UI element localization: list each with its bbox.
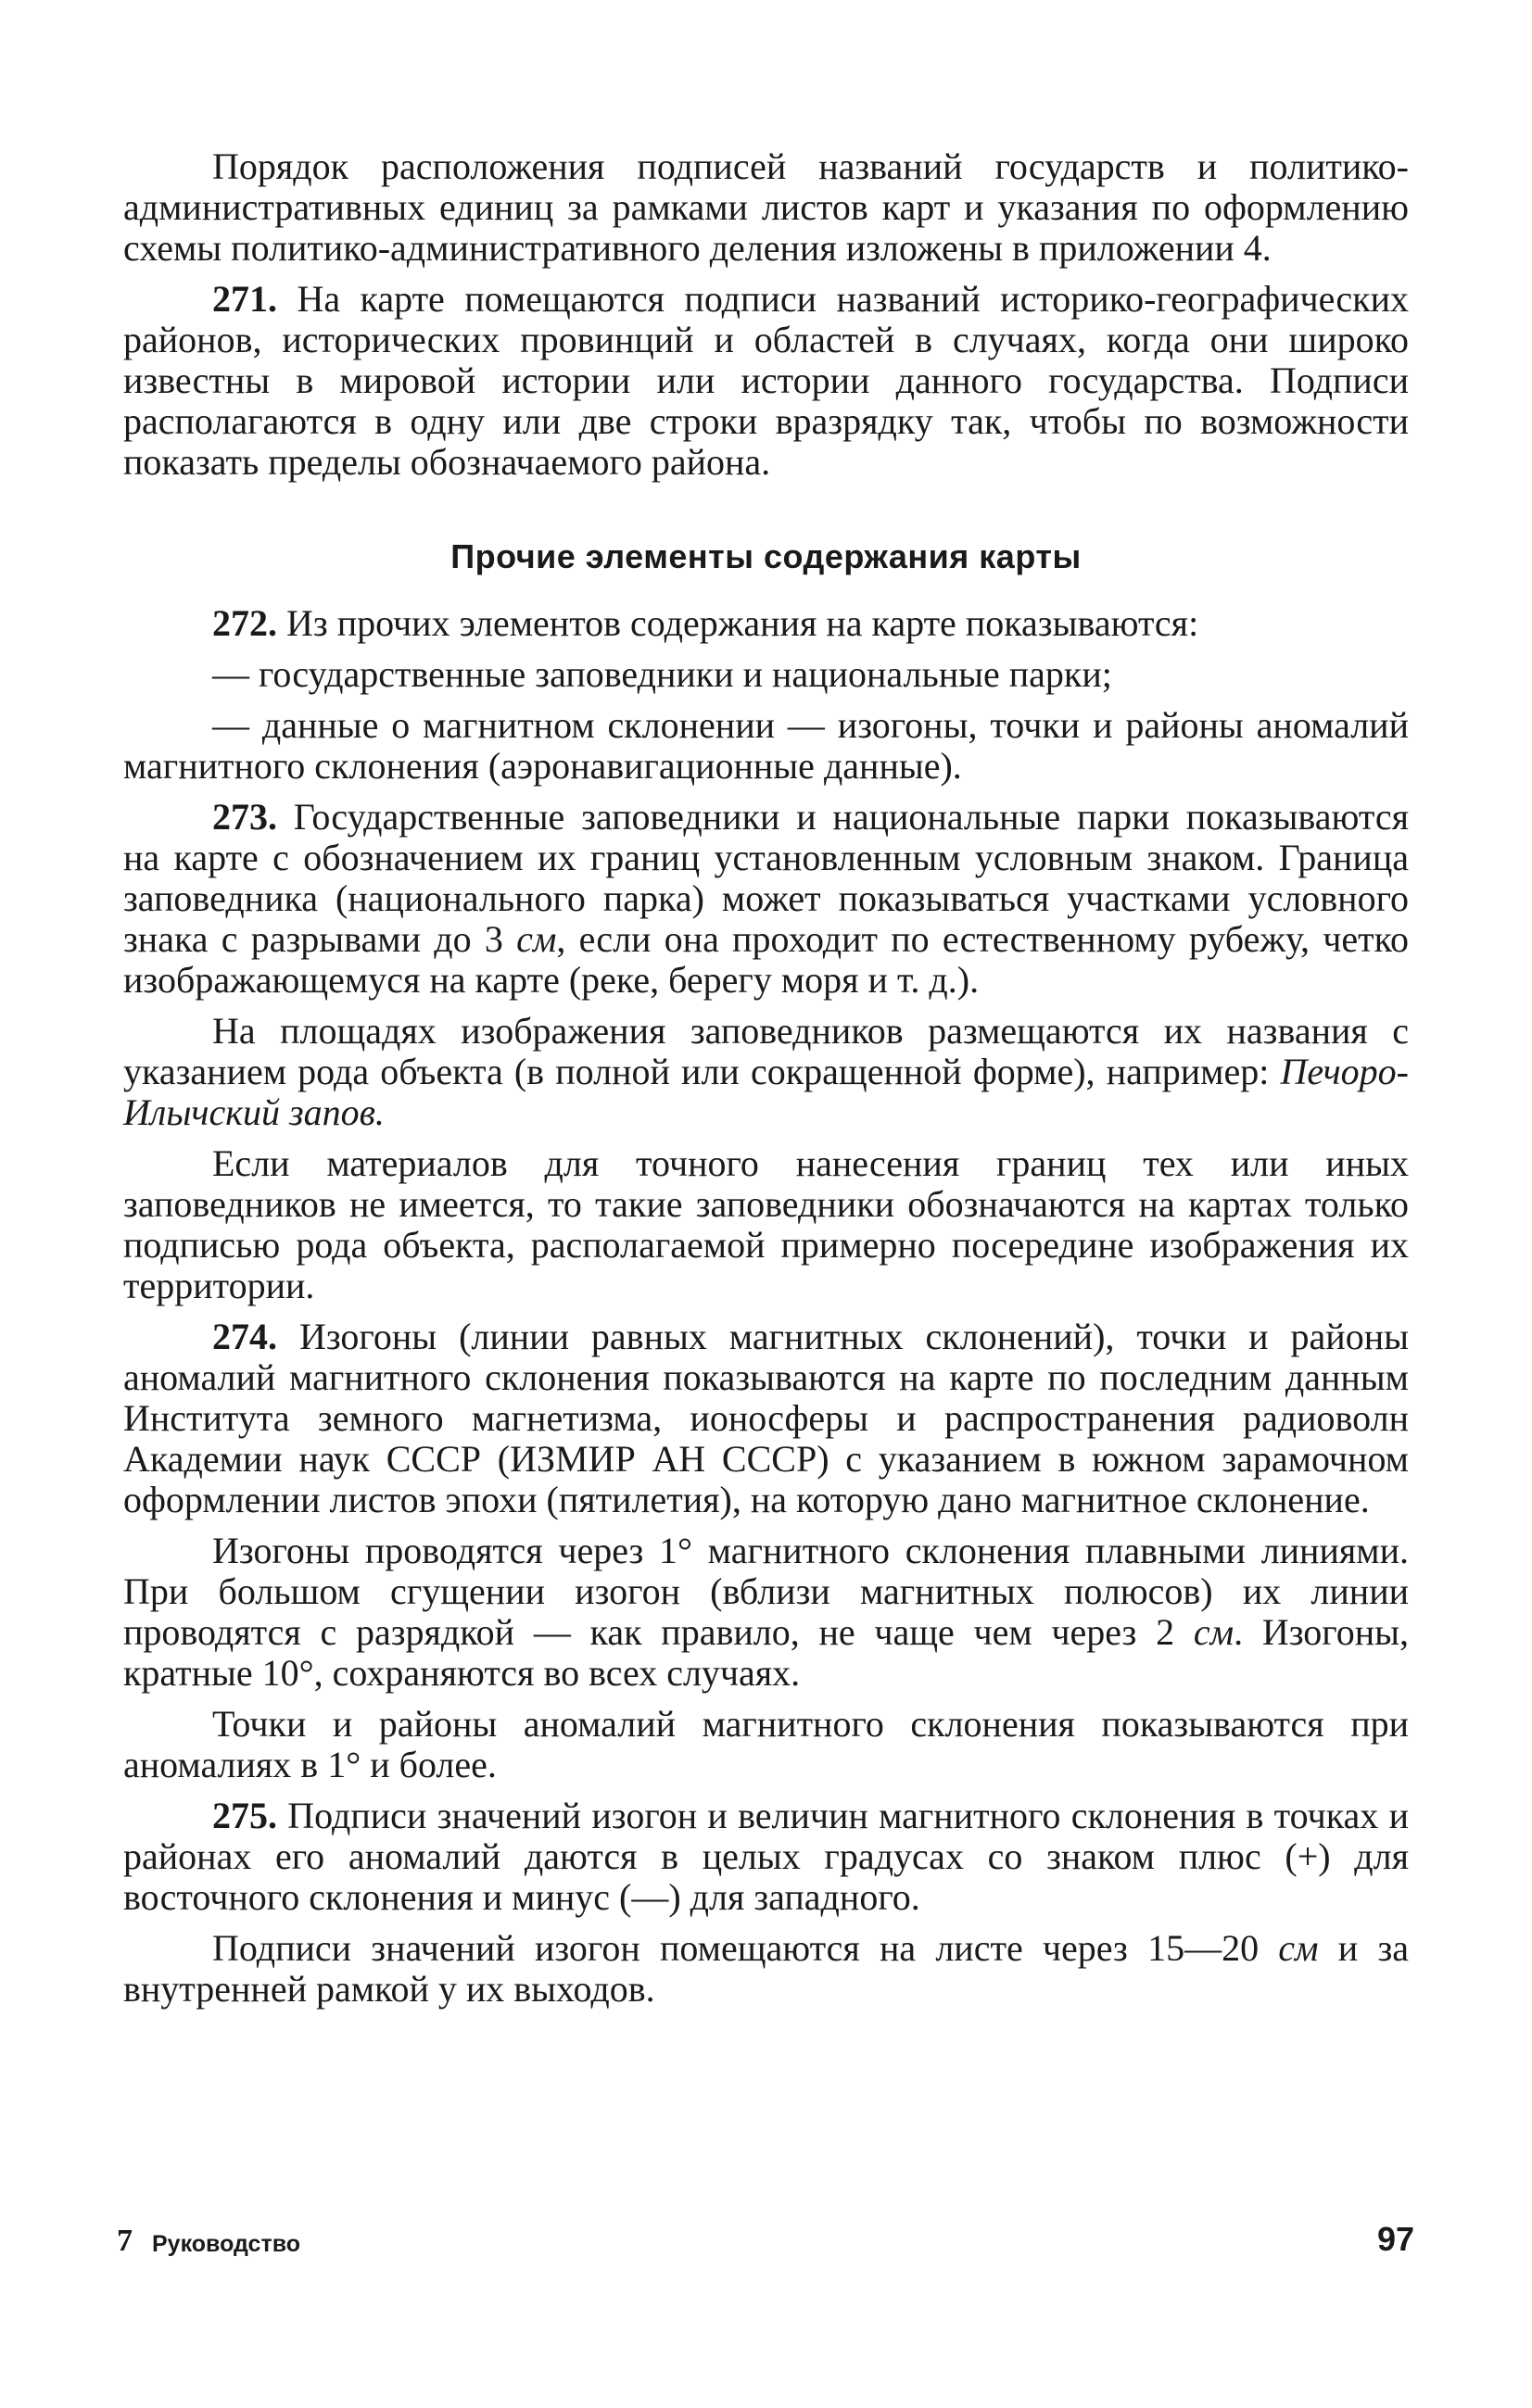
paragraph-number: 272. bbox=[212, 602, 277, 644]
paragraph-text: Порядок расположения подписей названий государств и политико-административных единиц за рамками листов карт и указания по оформлению схемы политико-административного деления изложены в приложении 4. bbox=[123, 145, 1409, 269]
unit-cm: см bbox=[1193, 1611, 1234, 1653]
page-body bbox=[123, 146, 1409, 2020]
unit-cm: см bbox=[1278, 1927, 1319, 1969]
paragraph-text: Изогоны (линии равных магнитных склонений), точки и районы аномалий магнитного склонения показываются на карте по последним данным Института земного магнетизма, ионосферы и распространения радиоволн Академии наук СССР (ИЗМИР АН СССР) с указанием в южном зарамочном оформлении листов эпохи (пятилетия), на которую дано магнитное склонение. bbox=[123, 1316, 1409, 1520]
paragraph-text: Точки и районы аномалий магнитного склонения показываются при аномалиях в 1° и более. bbox=[123, 1703, 1409, 1785]
paragraph-number: 273. bbox=[212, 796, 277, 838]
signature-number: 7 bbox=[117, 2224, 133, 2258]
paragraph-text: Государственные заповедники и национальные парки показываются на карте с обозначением их границ установленным условным знаком. Граница заповедника (национального парка) может показываться участками условного знака с разрывами до 3 bbox=[123, 796, 1409, 960]
section-heading: Прочие элементы содержания карты bbox=[450, 537, 1082, 575]
paragraph-text: На карте помещаются подписи названий историко-географических районов, исторических провинций и областей в случаях, когда они широко известны в мировой истории или истории данного государства. Подписи располагаются в одну или две строки вразрядку так, чтобы по возможности показать пределы обозначаемого района. bbox=[123, 278, 1409, 483]
paragraph-number: 275. bbox=[212, 1795, 277, 1836]
paragraph-isogon-drawing bbox=[123, 1531, 1409, 1694]
paragraph-275 bbox=[123, 1796, 1409, 1918]
paragraph-text: На площадях изображения заповедников размещаются их названия с указанием рода объекта (в полной или сокращенной форме), например: bbox=[123, 1010, 1409, 1092]
example-label: Печоро-Илычский запов. bbox=[123, 1051, 1409, 1133]
paragraph-text: Изогоны проводятся через 1° магнитного склонения плавными линиями. При большом сгущении изогон (вблизи магнитных полюсов) их линии проводятся с разрядкой — как правило, не чаще чем через 2 bbox=[123, 1530, 1409, 1653]
paragraph-274 bbox=[123, 1317, 1409, 1520]
paragraph-number: 274. bbox=[212, 1316, 277, 1357]
paragraph-no-materials bbox=[123, 1143, 1409, 1306]
paragraph-text: Если материалов для точного нанесения границ тех или иных заповедников не имеется, то такие заповедники обозначаются на картах только подписью рода объекта, располагаемой примерно посередине изображения их территории. bbox=[123, 1142, 1409, 1306]
paragraph-272 bbox=[123, 603, 1409, 644]
paragraph-number: 271. bbox=[212, 278, 277, 320]
paragraph-271 bbox=[123, 279, 1409, 483]
paragraph-text: . Изогоны, кратные 10°, сохраняются во всех случаях. bbox=[123, 1611, 1409, 1694]
paragraph-text: и за внутренней рамкой у их выходов. bbox=[123, 1927, 1409, 2010]
paragraph-text: , если она проходит по естественному рубежу, четко изображающемуся на карте (реке, берегу моря и т. д.). bbox=[123, 918, 1409, 1001]
paragraph-273 bbox=[123, 797, 1409, 1001]
paragraph-anomaly-points bbox=[123, 1704, 1409, 1785]
list-item-reserves bbox=[123, 654, 1409, 695]
list-item-text: — государственные заповедники и национальные парки; bbox=[212, 653, 1112, 695]
signature-label: Руководство bbox=[152, 2231, 301, 2257]
paragraph-isogon-labels bbox=[123, 1928, 1409, 2010]
paragraph-intro bbox=[123, 146, 1409, 269]
paragraph-reserve-names bbox=[123, 1011, 1409, 1133]
page-footer bbox=[117, 2220, 1414, 2266]
list-item-magnetic bbox=[123, 705, 1409, 787]
unit-cm: см bbox=[516, 918, 557, 960]
paragraph-text: Из прочих элементов содержания на карте показываются: bbox=[277, 602, 1199, 644]
paragraph-text: Подписи значений изогон и величин магнитного склонения в точках и районах его аномалий даются в целых градусах со знаком плюс (+) для восточного склонения и минус (—) для западного. bbox=[123, 1795, 1409, 1918]
paragraph-text: Подписи значений изогон помещаются на листе через 15—20 bbox=[212, 1927, 1279, 1969]
list-item-text: — данные о магнитном склонении — изогоны, точки и районы аномалий магнитного склонения (аэронавигационные данные). bbox=[123, 704, 1409, 787]
page-number: 97 bbox=[1376, 2220, 1414, 2258]
